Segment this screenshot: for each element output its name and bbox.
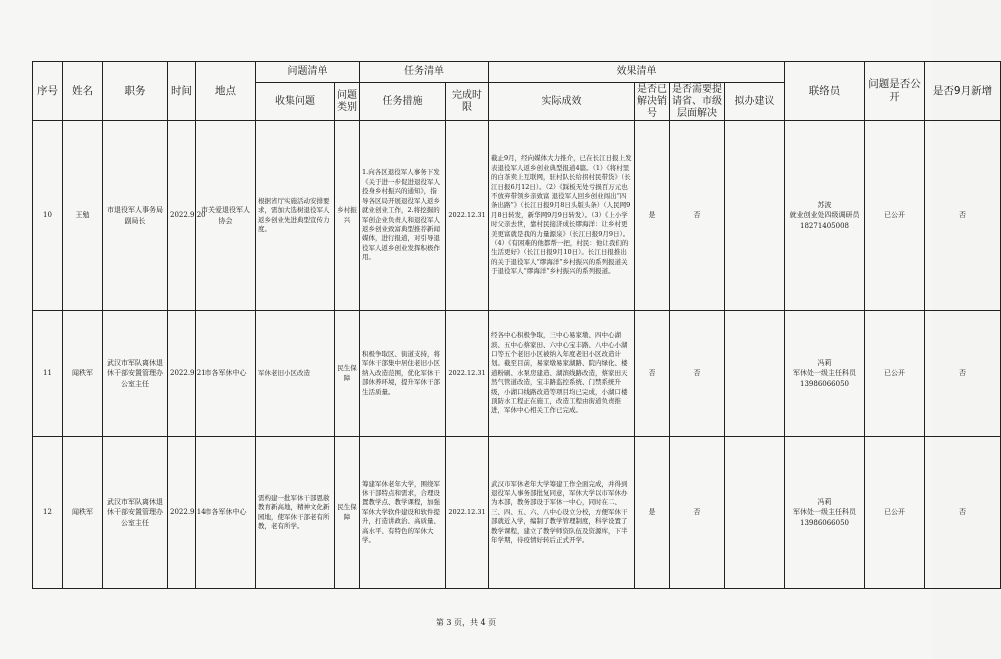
cell-position: 武汉市军队离休退休干部安置管理办公室主任 <box>103 437 168 589</box>
cell-problem: 根据省厅实施活动安排要求，需加大选树退役军人返乡创业先进典型宣传力度。 <box>256 121 335 311</box>
cell-problem: 需构建一批军休干部恩赦教育新高地，精神文化新园地，使军休干部老有所教，老有所学。 <box>256 437 335 589</box>
cell-position: 市退役军人事务局副局长 <box>103 121 168 311</box>
cell-problem-type: 民生保障 <box>335 437 360 589</box>
cell-name: 闻秩军 <box>63 311 103 437</box>
contact-name: 冯莉 <box>817 358 832 367</box>
contact-title: 军休处一级主任科员 <box>793 508 856 517</box>
contact-name: 苏波 <box>817 200 832 209</box>
cell-deadline: 2022.12.31 <box>446 437 489 589</box>
cell-name: 闻秩军 <box>63 437 103 589</box>
contact-title: 军休处一级主任科员 <box>793 369 856 378</box>
cell-contact <box>785 311 865 437</box>
cell-time: 2022.9.20 <box>168 121 196 311</box>
cell-new-sept: 否 <box>925 437 1001 589</box>
cell-problem-type: 乡村振兴 <box>335 121 360 311</box>
table-row <box>33 437 1001 589</box>
cell-proposal <box>725 437 785 589</box>
table-row <box>33 121 1001 311</box>
header-time: 时间 <box>168 62 196 121</box>
contact-phone: 13986066050 <box>800 518 849 527</box>
cell-place: 市各军休中心 <box>196 311 256 437</box>
cell-need-higher: 否 <box>670 121 725 311</box>
header-problem-group: 问题清单 <box>256 62 360 83</box>
header-need-higher: 是否需要提请省、市级层面解决 <box>670 83 725 121</box>
cell-new-sept: 否 <box>925 311 1001 437</box>
contact-phone: 18271405008 <box>800 221 849 230</box>
cell-problem-type: 民生保障 <box>335 311 360 437</box>
cell-time: 2022.9.14 <box>168 437 196 589</box>
cell-seq: 11 <box>33 311 63 437</box>
cell-resolved: 否 <box>635 311 670 437</box>
contact-phone: 13986066050 <box>800 379 849 388</box>
page-number: 第 3 页，共 4 页 <box>435 618 497 627</box>
cell-new-sept: 否 <box>925 121 1001 311</box>
cell-place: 市各军休中心 <box>196 437 256 589</box>
table-row <box>33 311 1001 437</box>
contact-title: 就业创业处四级调研员 <box>789 211 860 220</box>
header-row-1 <box>33 62 1001 83</box>
cell-public: 已公开 <box>865 437 925 589</box>
contact-name: 冯莉 <box>817 497 832 506</box>
header-name: 姓名 <box>63 62 103 121</box>
header-resolved: 是否已解决销号 <box>635 83 670 121</box>
cell-seq: 10 <box>33 121 63 311</box>
cell-proposal <box>725 121 785 311</box>
header-collected-problem: 收集问题 <box>256 83 335 121</box>
cell-deadline: 2022.12.31 <box>446 121 489 311</box>
header-result: 实际成效 <box>489 83 635 121</box>
cell-measures: 筹建军休老年大学，围绕军休干部特点和需求，合理设置教学点、教学课程，加强军休大学软件建设和软件提升，打造讲政治、高质量、高水平、有特色的军休大学。 <box>360 437 446 589</box>
cell-problem: 军休老旧小区改造 <box>256 311 335 437</box>
cell-resolved: 是 <box>635 121 670 311</box>
header-measures: 任务措施 <box>360 83 446 121</box>
cell-deadline: 2022.12.31 <box>446 311 489 437</box>
header-problem-type: 问题类别 <box>335 83 360 121</box>
supervision-table <box>32 61 1001 589</box>
header-effect-group: 效果清单 <box>489 62 785 83</box>
header-public: 问题是否公开 <box>865 62 925 121</box>
cell-result: 截止9月，经向媒体大力推介，已在长江日报上发表退役军人返乡创业典型报道4篇。（1）《将村里的白茶卖上互联网，驻村队长给拐村民带货》（长江日报6月12日）。（2）《踩板无处亏损百万元也不放弃带领乡亲致富 退役军人回乡创业闯出“四条出路”》（长江日报9月8日头版头条）（人民网9月8日转发，新华网9月9日转发）。（3）《上小学时父亲去世，靠村民接济成长缪海洋：让乡村更美更富就是我的力量源泉》（长江日报9月9日）。（4）《有困难的他都帮一把，村民：他让我们的生活更好》（长江日报9月10日）。长江日报推出的关于退役军人“缪海洋”乡村振兴的系列报道关于退役军人“缪海洋”乡村振兴的系列报道。 <box>489 121 635 311</box>
header-task-group: 任务清单 <box>360 62 489 83</box>
cell-public: 已公开 <box>865 121 925 311</box>
header-proposal: 拟办建议 <box>725 83 785 121</box>
cell-name: 王勉 <box>63 121 103 311</box>
cell-proposal <box>725 311 785 437</box>
cell-public: 已公开 <box>865 311 925 437</box>
header-new-sept: 是否9月新增 <box>925 62 1001 121</box>
header-position: 职务 <box>103 62 168 121</box>
header-place: 地点 <box>196 62 256 121</box>
cell-contact <box>785 121 865 311</box>
cell-place: 市关爱退役军人协会 <box>196 121 256 311</box>
cell-seq: 12 <box>33 437 63 589</box>
cell-result: 武汉市军休老年大学筹建工作全面完成，并得到退役军人事务部批复同意，军休大学以市军休办为本部，教务部设于军休一中心，同时在二、三、四、五、六、八中心设立分校，方便军休干部就近入学，编制了教学管理制度，科学设置了教学课程，建立了教学师资队伍及资源库，下半年学期，待疫情好转后正式开学。 <box>489 437 635 589</box>
cell-result: 经各中心积极争取，三中心易家墩、四中心湖滨、五中心蔡家田、六中心宝丰路、八中心小湖口等五个老旧小区被纳入年度老旧小区改造计划。截至目前，易家墩易家湖路、院内绿化、楼道粉刷、水泵房建造、湖滨线路改造，蔡家田天然气管道改造，宝丰路监控系统、门禁系统升级，小湖口线路改造等项目均已完成，小湖口楼顶防水工程正在施工，改造工程由街道负责推进，军休中心相关工作已完成。 <box>489 311 635 437</box>
header-seq: 序号 <box>33 62 63 121</box>
cell-need-higher: 否 <box>670 311 725 437</box>
cell-need-higher: 否 <box>670 437 725 589</box>
cell-contact <box>785 437 865 589</box>
header-deadline: 完成时限 <box>446 83 489 121</box>
header-contact: 联络员 <box>785 62 865 121</box>
cell-position: 武汉市军队离休退休干部安置管理办公室主任 <box>103 311 168 437</box>
cell-resolved: 是 <box>635 437 670 589</box>
cell-measures: 1.向各区退役军人事务下发《关于进一步促进退役军人投身乡村振兴的通知》，指导各区局开展退役军人返乡就业创业工作，2.将挖掘的军创企业负责人和退役军人返乡创业致富典型推荐新闻媒体，进行报道，对引导退役军人返乡创业发挥积极作用。 <box>360 121 446 311</box>
cell-time: 2022.9.21 <box>168 311 196 437</box>
cell-measures: 积极争取区、街道支持，将军休干部集中居住老旧小区纳入改造范围，优化军休干部休养环境，提升军休干部生活质量。 <box>360 311 446 437</box>
